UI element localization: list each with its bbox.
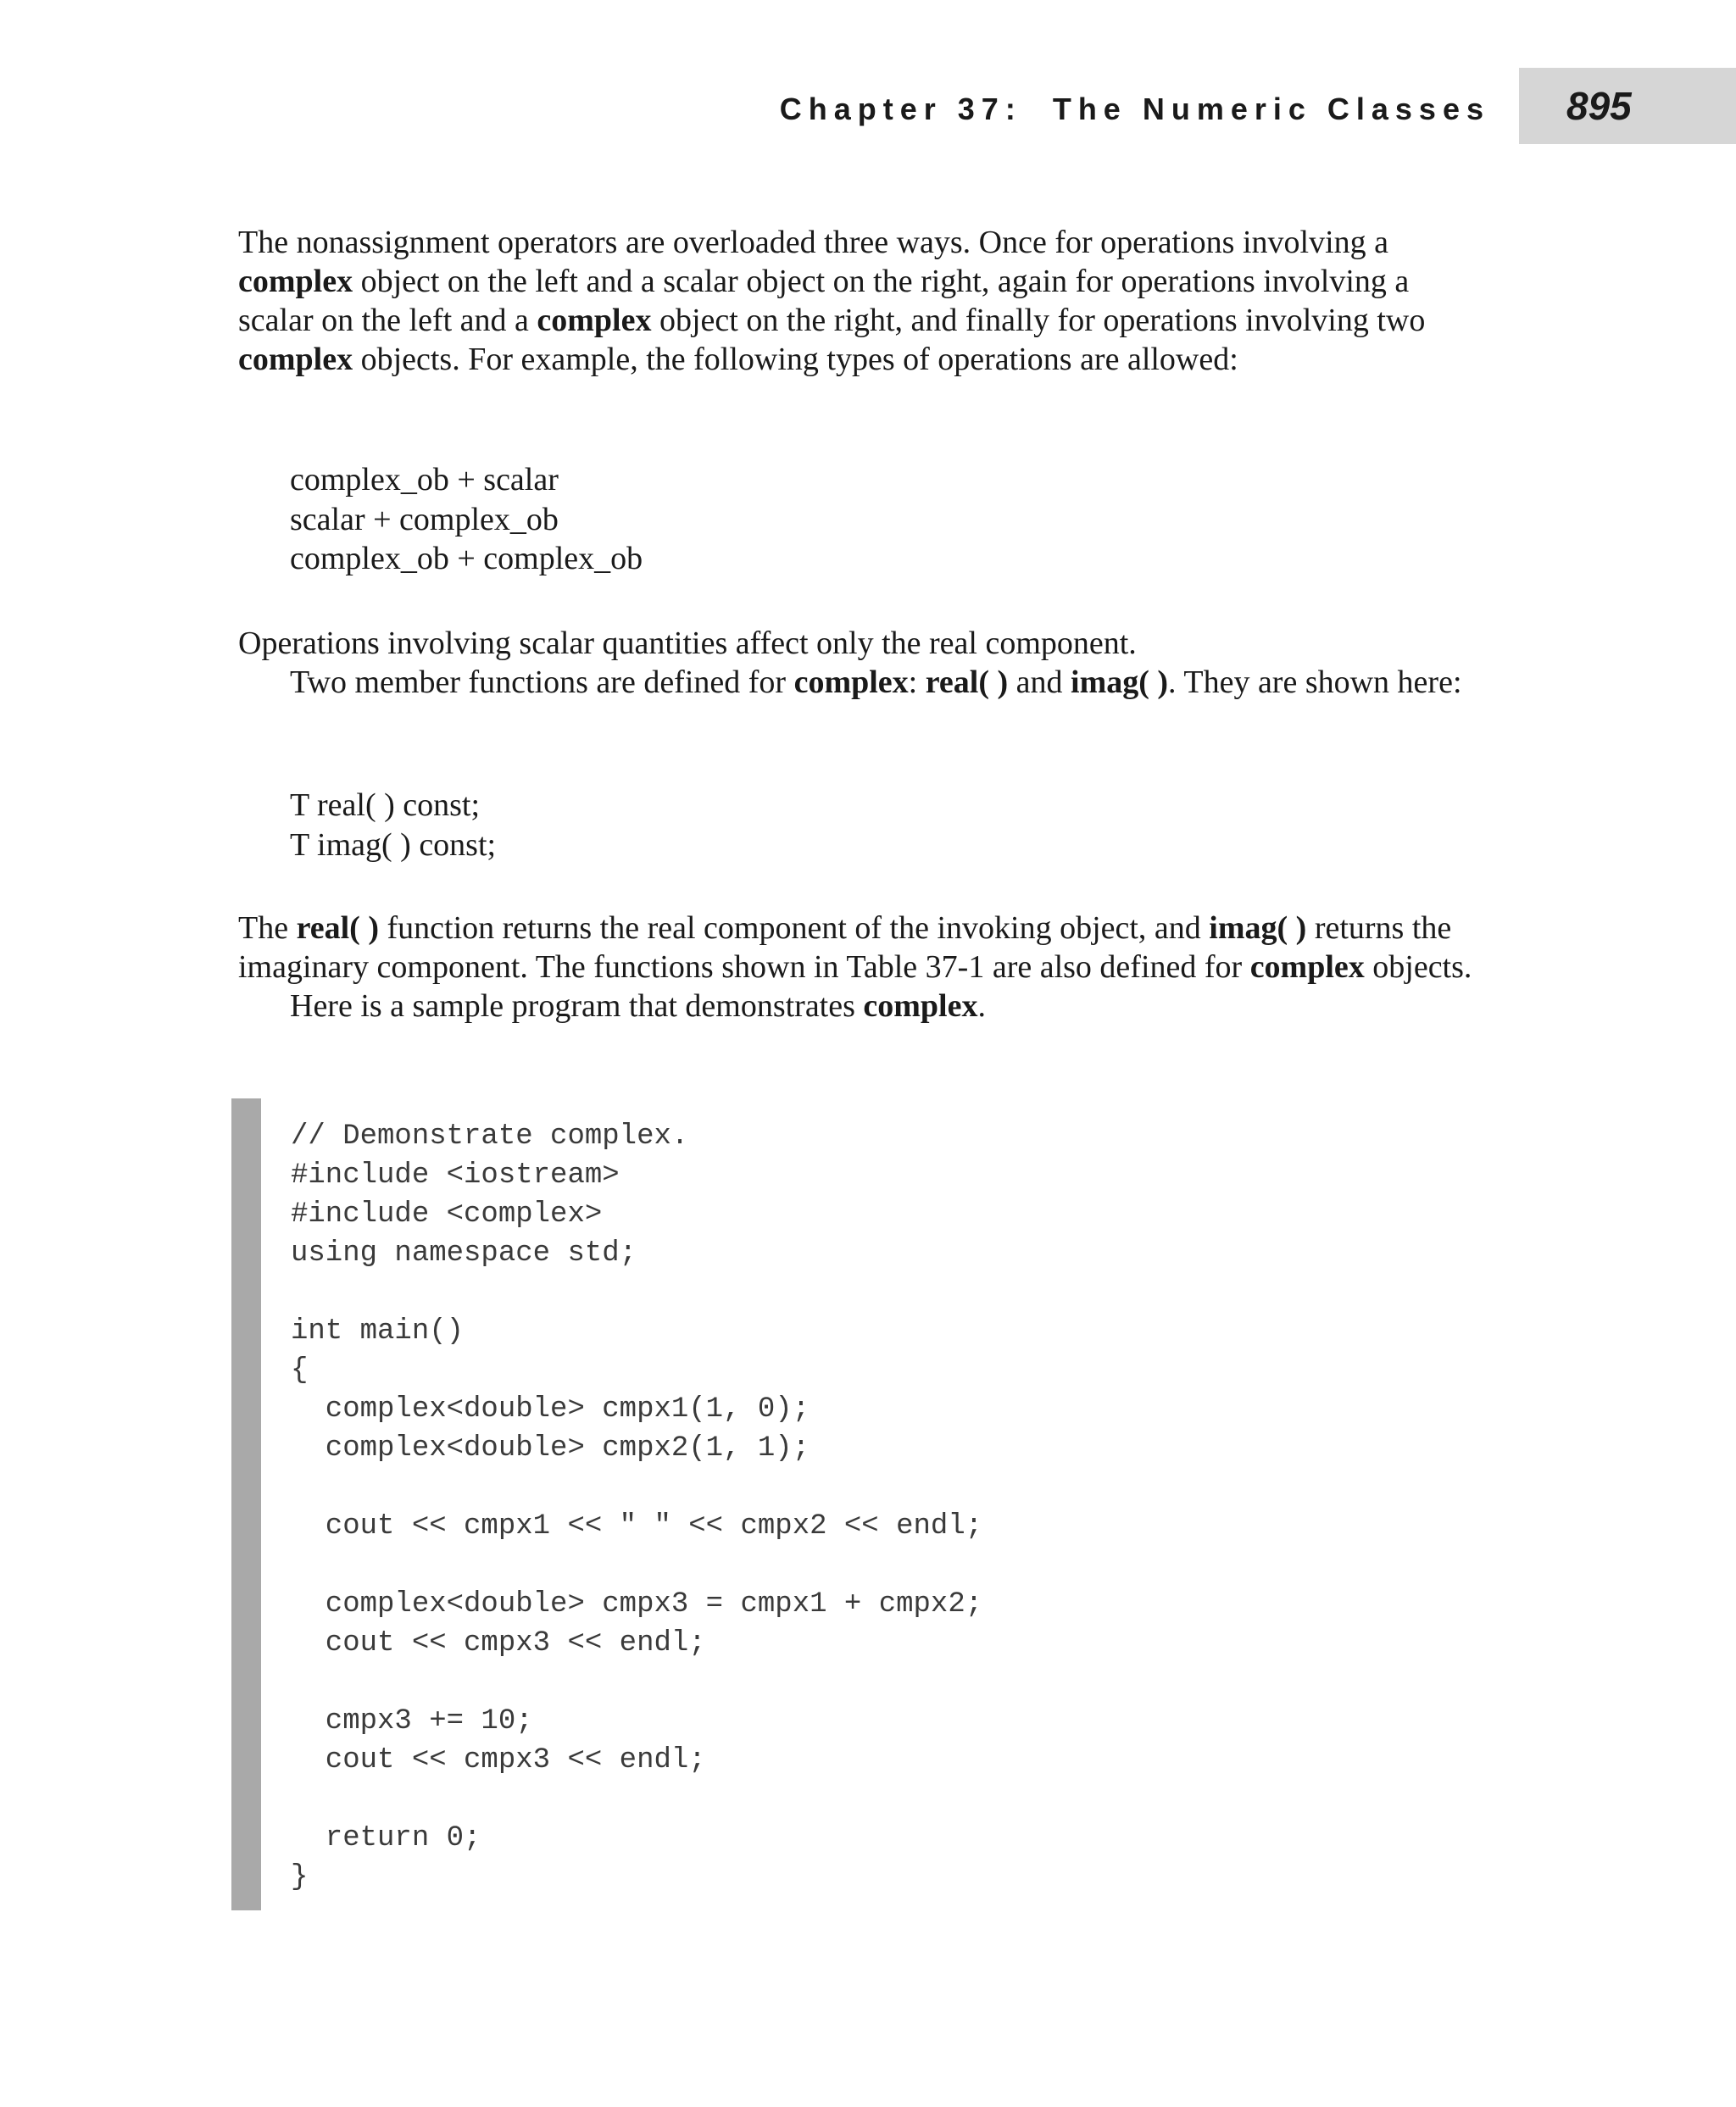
running-header-chapter-title: Chapter 37: The Numeric Classes	[779, 92, 1490, 126]
code-line	[291, 1780, 982, 1819]
operation-example-line: complex_ob + scalar	[290, 462, 559, 498]
text-run: Here is a sample program that demonstrates	[290, 988, 864, 1024]
paragraph-overloaded-operators	[238, 223, 1484, 379]
page-number: 895	[1566, 84, 1632, 128]
code-line: complex<double> cmpx3 = cmpx1 + cmpx2;	[291, 1588, 983, 1621]
text-run: Two member functions are defined for	[290, 664, 794, 700]
text-run: object on the left and a scalar object on the right, again for operations involving a scalar on the left and a	[238, 264, 1410, 338]
code-line: complex<double> cmpx2(1, 1);	[291, 1432, 810, 1465]
operation-example-line: scalar + complex_ob	[290, 501, 559, 537]
code-line: #include <complex>	[291, 1198, 603, 1231]
code-line: #include <iostream>	[291, 1159, 620, 1192]
code-line: // Demonstrate complex.	[291, 1120, 689, 1153]
text-run: and	[1008, 664, 1071, 700]
bold-term: complex	[1249, 949, 1365, 985]
text-run: The	[238, 910, 297, 946]
text-run: :	[908, 664, 926, 700]
code-line	[291, 1546, 982, 1585]
paragraph-scalar-and-members	[238, 624, 1484, 702]
bold-term: imag( )	[1071, 664, 1169, 700]
paragraph-real-imag	[238, 909, 1484, 1026]
text-run: The nonassignment operators are overloaded three ways. Once for operations involving a	[238, 225, 1388, 260]
text-run: objects. For example, the following types of operations are allowed:	[353, 342, 1238, 377]
code-line: return 0;	[291, 1822, 481, 1854]
text-run: function returns the real component of the invoking object, and	[379, 910, 1210, 946]
code-line: {	[291, 1354, 309, 1387]
text-run: . They are shown here:	[1168, 664, 1462, 700]
code-line: complex<double> cmpx1(1, 0);	[291, 1393, 810, 1426]
paragraph-text	[238, 223, 1484, 379]
prototypes-block	[290, 786, 496, 864]
code-line: int main()	[291, 1315, 465, 1348]
code-line: cmpx3 += 10;	[291, 1705, 533, 1737]
bold-term: complex	[238, 264, 353, 299]
paragraph-sample-intro	[238, 987, 1484, 1026]
code-line	[291, 1663, 982, 1702]
page-number-box	[1519, 68, 1736, 144]
code-listing	[291, 1117, 982, 1897]
prototype-line: T real( ) const;	[290, 787, 481, 823]
operation-example-line: complex_ob + complex_ob	[290, 541, 643, 576]
code-line: using namespace std;	[291, 1237, 637, 1270]
paragraph-text	[238, 909, 1484, 987]
bold-term: complex	[863, 988, 978, 1024]
bold-term: imag( )	[1209, 910, 1307, 946]
paragraph-text: Operations involving scalar quantities affect only the real component.	[238, 625, 1137, 661]
code-line: }	[291, 1861, 309, 1893]
text-run: returns the imaginary component. The functions shown in Table 37-1 are also defined for	[238, 910, 1452, 985]
operations-examples-block	[290, 460, 643, 579]
text-run: objects.	[1364, 949, 1472, 985]
bold-term: complex	[793, 664, 909, 700]
bold-term: complex	[238, 342, 353, 377]
bold-term: real( )	[925, 664, 1009, 700]
paragraph-member-functions	[238, 663, 1484, 702]
prototype-line: T imag( ) const;	[290, 826, 497, 863]
text-run: object on the right, and finally for operations involving two	[651, 303, 1426, 338]
code-line: cout << cmpx3 << endl;	[291, 1744, 706, 1776]
text-run: .	[977, 988, 986, 1024]
code-line: cout << cmpx1 << " " << cmpx2 << endl;	[291, 1510, 983, 1543]
code-line	[291, 1273, 982, 1312]
bold-term: complex	[537, 303, 652, 338]
code-listing-sidebar-bar	[231, 1098, 261, 1910]
code-line: cout << cmpx3 << endl;	[291, 1627, 706, 1659]
code-line	[291, 1468, 982, 1507]
bold-term: real( )	[296, 910, 379, 946]
